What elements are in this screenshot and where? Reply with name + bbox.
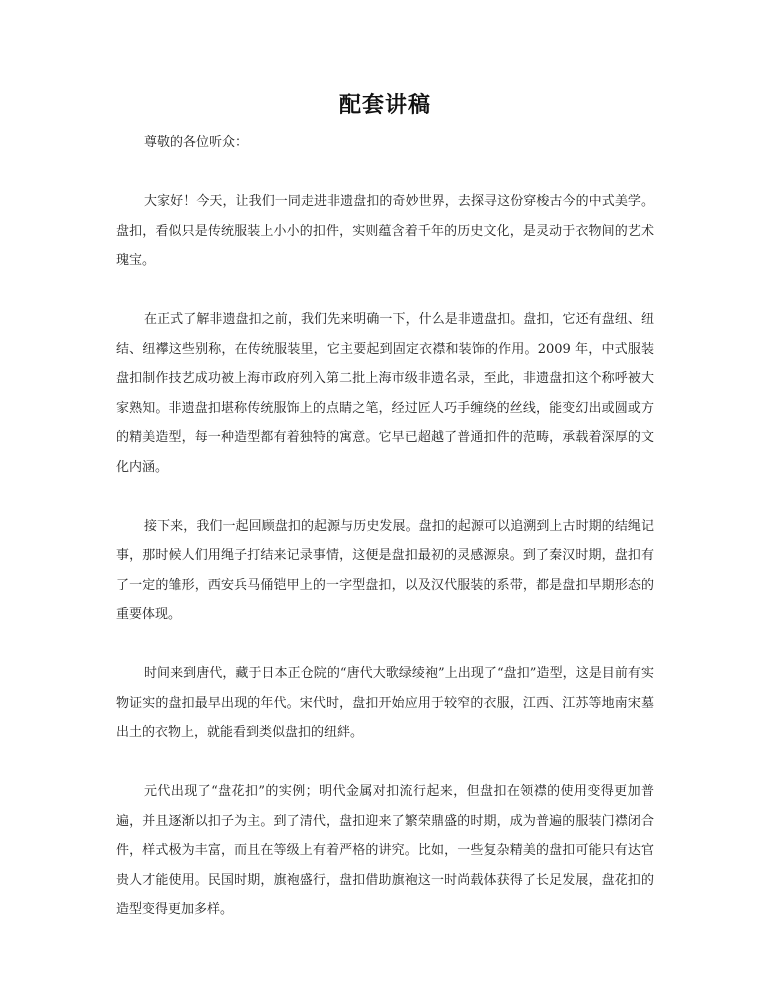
- speech-body: [116, 128, 654, 954]
- paragraph-origin: 接下来，我们一起回顾盘扣的起源与历史发展。盘扣的起源可以追溯到上古时期的结绳记事，那时候人们用绳子打结来记录事情，这便是盘扣最初的灵感源泉。到了秦汉时期，盘扣有了一定的雏形，西安兵马俑铠甲上的一字型盘扣，以及汉代服装的系带，都是盘扣早期形态的重要体现。: [116, 518, 654, 622]
- paragraph-yuan-to-republic: 元代出现了“盘花扣”的实例；明代金属对扣流行起来，但盘扣在领襟的使用变得更加普遍，并且逐渐以扣子为主。到了清代，盘扣迎来了繁荣鼎盛的时期，成为普遍的服装门襟闭合件，样式极为丰富，而且在等级上有着严格的讲究。比如，一些复杂精美的盘扣可能只有达官贵人才能使用。民国时期，旗袍盛行，盘扣借助旗袍这一时尚载体获得了长足发展，盘花扣的造型变得更加多样。: [116, 784, 654, 917]
- paragraph-intro: 大家好！今天，让我们一同走进非遗盘扣的奇妙世界，去探寻这份穿梭古今的中式美学。盘扣，看似只是传统服装上小小的扣件，实则蕴含着千年的历史文化，是灵动于衣物间的艺术瑰宝。: [116, 194, 654, 268]
- page-title: 配套讲稿: [338, 92, 431, 118]
- paragraph-tang-song: 时间来到唐代，藏于日本正仓院的“唐代大歌绿绫袍”上出现了“盘扣”造型，这是目前有实物证实的盘扣最早出现的年代。宋代时，盘扣开始应用于较窄的衣服，江西、江苏等地南宋墓出土的衣物上，就能看到类似盘扣的纽絆。: [116, 666, 654, 740]
- paragraph-definition: 在正式了解非遗盘扣之前，我们先来明确一下，什么是非遗盘扣。盘扣，它还有盘纽、纽结、纽襻这些别称，在传统服装里，它主要起到固定衣襟和装饰的作用。2009 年，中式服装盘扣制作技艺成功被上海市政府列入第二批上海市级非遗名录，至此，非遗盘扣这个称呼被大家熟知。非遗盘扣堪称传统服饰上的点睛之笔，经过匠人巧手缠绕的丝线，能变幻出或圆或方的精美造型，每一种造型都有着独特的寓意。它早已超越了普通扣件的范畴，承载着深厚的文化内涵。: [116, 312, 654, 475]
- salutation: 尊敬的各位听众：: [144, 135, 249, 150]
